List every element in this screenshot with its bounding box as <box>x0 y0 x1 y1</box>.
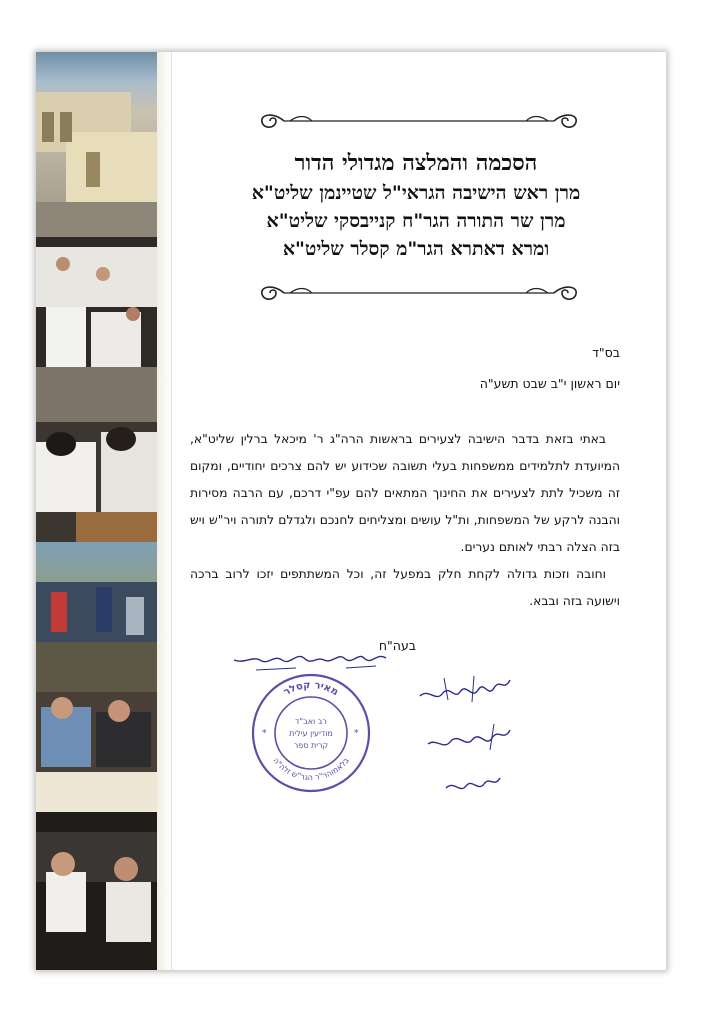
top-ornament <box>254 108 584 134</box>
rabbinical-stamp <box>250 672 372 794</box>
title-line-kanievsky: מרן שר התורה הגר"ח קנייבסקי שליט"א <box>266 210 566 232</box>
stamp-center-2: מודיעין עילית <box>289 729 333 738</box>
signature-kanievsky <box>424 720 516 754</box>
stamp-center-1: רב ואב"ד <box>295 717 327 726</box>
bsd-header: בס"ד <box>592 345 620 360</box>
title-line-steinman: מרן ראש הישיבה הגראי"ל שטיינמן שליט"א <box>251 182 581 204</box>
letter-title: הסכמה והמלצה מגדולי הדור <box>294 150 538 176</box>
svg-text:מאיר קסלר <box>282 680 340 698</box>
closing-signoff: בעה"ח <box>378 638 416 653</box>
photo-fade-edge <box>157 52 171 970</box>
body-paragraph-1: באתי בזאת בדבר הישיבה לצעירים בראשות הרה"ג ר' מיכאל ברלין שליט"א, המיועדת לתלמידים ממשפחות בעלי תשובה שכידוע יש להם צרכים יחודיים, ומקום זה משכיל לתת לצעירים את החינוך המתאים להם עפ"י דרכם, עם הרבה מסירות והבנה לרקע של המשפחות, ות"ל עושים ומצליחים לחנכם ולגדלם לתורה ויר"ש ויש בזה הצלה רבתי לאותם נערים. <box>190 432 620 554</box>
stamp-bottom-text: בלאמוהר"ר הגר"ש זלה"ה <box>271 756 351 783</box>
photo-learning-table <box>36 692 157 812</box>
signature-initials <box>440 770 506 796</box>
letter-date: יום ראשון י"ב שבט תשע"ה <box>479 376 620 391</box>
photo-bike-trip <box>36 542 157 692</box>
svg-text:*: * <box>262 729 267 739</box>
photo-students-group <box>36 237 157 422</box>
letter-sheet <box>36 52 666 970</box>
title-line-kessler: ומרא דאתרא הגר"מ קסלר שליט"א <box>282 238 550 260</box>
stamp-center-3: קרית ספר <box>293 741 329 750</box>
strip-divider <box>171 52 172 970</box>
photo-collage-strip <box>36 52 157 970</box>
bottom-ornament <box>254 280 584 306</box>
photo-students-studying <box>36 422 157 542</box>
photo-yeshiva-building <box>36 52 157 237</box>
photo-students-crowd <box>36 812 157 970</box>
stamp-top-text: מאיר קסלר <box>281 679 341 699</box>
body-paragraph-2: וחובה וזכות גדולה לקחת חלק במפעל זה, וכל המשתתפים יזכו לרוב ברכה וישועה בזה ובבא. <box>190 567 620 608</box>
signature-kessler <box>226 648 396 674</box>
letter-body <box>190 426 620 615</box>
signature-steinman <box>414 672 518 708</box>
svg-text:*: * <box>354 729 359 739</box>
